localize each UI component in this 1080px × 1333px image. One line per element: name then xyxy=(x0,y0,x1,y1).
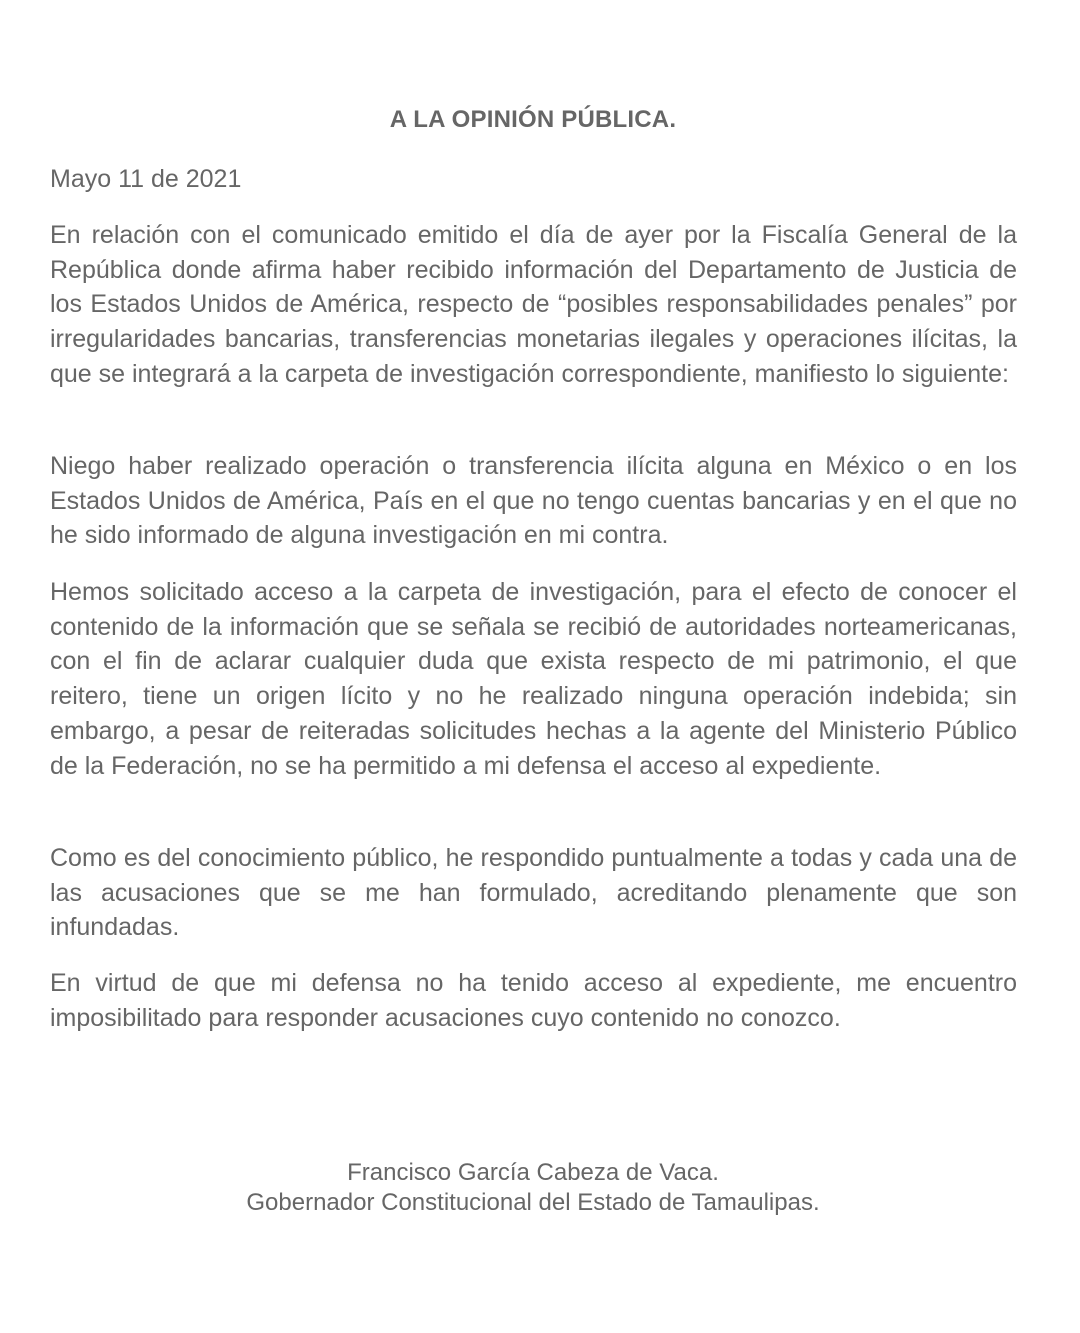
paragraph-5: En virtud de que mi defensa no ha tenido acceso al expediente, me encuentro imposibilitado para responder acusaciones cuyo contenido no conozco. xyxy=(50,969,1017,1032)
signatory-name: Francisco García Cabeza de Vaca. xyxy=(347,1159,719,1186)
signature-block xyxy=(0,1158,1066,1218)
paragraph-4: Como es del conocimiento público, he respondido puntualmente a todas y cada una de las acusaciones que se me han formulado, acreditando plenamente que son infundadas. xyxy=(50,844,1017,942)
signatory-position: Gobernador Constitucional del Estado de Tamaulipas. xyxy=(246,1189,820,1216)
document-title: A LA OPINIÓN PÚBLICA. xyxy=(389,106,677,133)
paragraph-2: Niego haber realizado operación o transferencia ilícita alguna en México o en los Estados Unidos de América, País en el que no tengo cuentas bancarias y en el que no he sido informado de alguna investigación en mi contra. xyxy=(50,452,1017,550)
paragraph-3: Hemos solicitado acceso a la carpeta de investigación, para el efecto de conocer el contenido de la información que se señala se recibió de autoridades norteamericanas, con el fin de aclarar cualquier duda que exista respecto de mi patrimonio, el que reitero, tiene un origen lícito y no he realizado ninguna operación indebida; sin embargo, a pesar de reiteradas solicitudes hechas a la agente del Ministerio Público de la Federación, no se ha permitido a mi defensa el acceso al expediente. xyxy=(50,578,1017,780)
document-date: Mayo 11 de 2021 xyxy=(50,165,242,193)
paragraph-1: En relación con el comunicado emitido el día de ayer por la Fiscalía General de la República donde afirma haber recibido información del Departamento de Justicia de los Estados Unidos de América, respecto de “posibles responsabilidades penales” por irregularidades bancarias, transferencias monetarias ilegales y operaciones ilícitas, la que se integrará a la carpeta de investigación correspondiente, manifiesto lo siguiente: xyxy=(50,221,1017,388)
